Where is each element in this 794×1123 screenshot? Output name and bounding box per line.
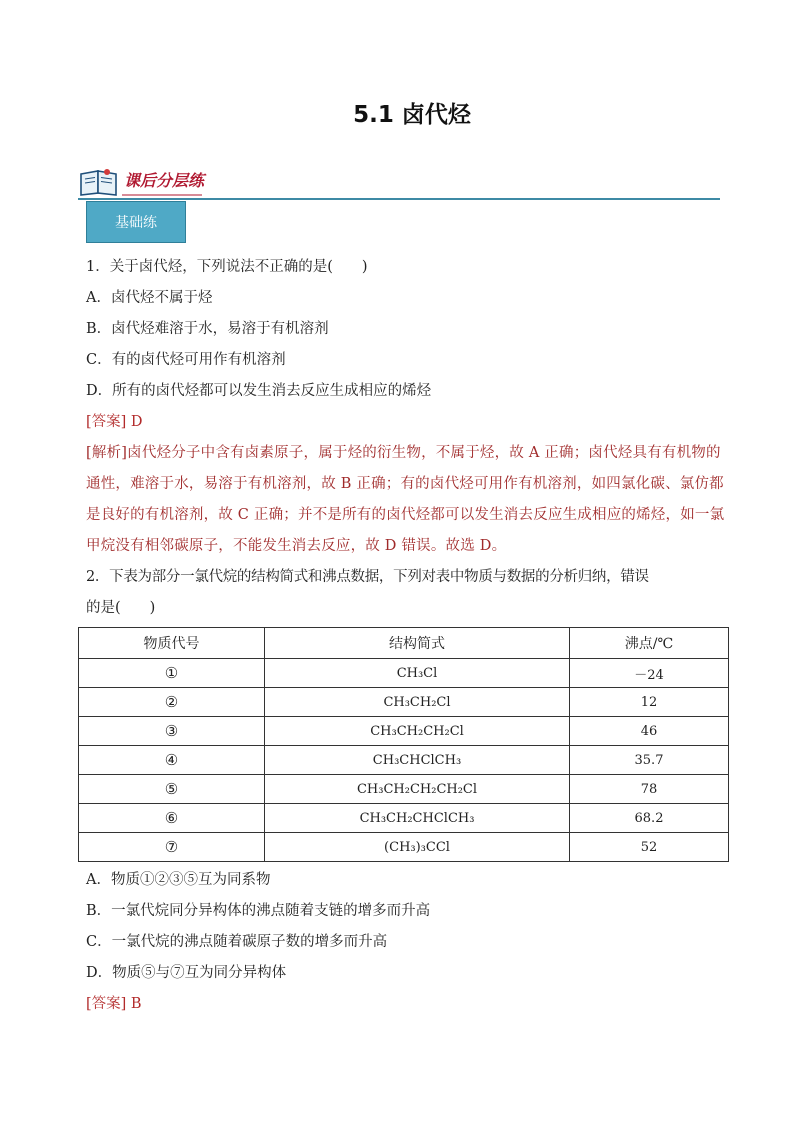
table-cell: 35.7 — [570, 746, 729, 775]
q2-answer: [答案] B — [86, 996, 142, 1012]
q1-option-c: C．有的卤代烃可用作有机溶剂 — [86, 352, 286, 368]
banner-divider — [78, 198, 720, 200]
table-row — [79, 804, 729, 833]
table-cell: 12 — [570, 688, 729, 717]
table-cell: 46 — [570, 717, 729, 746]
section-banner-label: 课后分层练 — [124, 171, 205, 190]
table-row — [79, 717, 729, 746]
boiling-point-table — [78, 627, 729, 862]
table-cell: ⑥ — [79, 804, 265, 833]
table-cell: ⑦ — [79, 833, 265, 862]
table-cell: ⑤ — [79, 775, 265, 804]
book-icon — [78, 166, 120, 198]
q1-stem: 1．关于卤代烃，下列说法不正确的是( ) — [86, 259, 368, 275]
table-cell: CH₃CH₂CH₂Cl — [265, 717, 570, 746]
q1-explanation: [解析]卤代烃分子中含有卤素原子，属于烃的衍生物，不属于烃，故 A 正确；卤代烃具有有机物的通性，难溶于水，易溶于有机溶剂，故 B 正确；有的卤代烃可用作有机溶剂，如四氯化碳、氯仿都是良好的有机溶剂，故 C 正确；并不是所有的卤代烃都可以发生消去反应生成相应的烯烃，如一氯甲烷没有相邻碳原子，不能发生消去反应，故 D 错误。故选 D。 — [86, 445, 725, 554]
q1-option-b: B．卤代烃难溶于水，易溶于有机溶剂 — [86, 321, 329, 337]
table-cell: 52 — [570, 833, 729, 862]
table-cell: ① — [79, 659, 265, 688]
table-cell: ② — [79, 688, 265, 717]
q2-option-c: C．一氯代烷的沸点随着碳原子数的增多而升高 — [86, 934, 388, 950]
table-header: 结构简式 — [265, 628, 570, 659]
table-cell: ④ — [79, 746, 265, 775]
table-cell: CH₃Cl — [265, 659, 570, 688]
table-row — [79, 688, 729, 717]
q2-stem-line2: 的是( ) — [86, 600, 156, 616]
q1-answer: [答案] D — [86, 414, 143, 430]
table-row — [79, 775, 729, 804]
table-cell: (CH₃)₃CCl — [265, 833, 570, 862]
level-tag: 基础练 — [86, 201, 186, 243]
q2-stem-line1: 2．下表为部分一氯代烷的结构简式和沸点数据，下列对表中物质与数据的分析归纳，错误 — [86, 569, 649, 585]
q2-option-d: D．物质⑤与⑦互为同分异构体 — [86, 965, 287, 981]
table-cell: CH₃CH₂CH₂CH₂Cl — [265, 775, 570, 804]
table-row — [79, 659, 729, 688]
table-cell: CH₃CHClCH₃ — [265, 746, 570, 775]
table-cell: CH₃CH₂Cl — [265, 688, 570, 717]
table-cell: －24 — [570, 659, 729, 688]
q1-option-d: D．所有的卤代烃都可以发生消去反应生成相应的烯烃 — [86, 383, 432, 399]
question-content — [86, 252, 726, 1020]
q2-option-b: B．一氯代烷同分异构体的沸点随着支链的增多而升高 — [86, 903, 431, 919]
table-header: 物质代号 — [79, 628, 265, 659]
table-row — [79, 833, 729, 862]
table-header-row — [79, 628, 729, 659]
table-cell: 68.2 — [570, 804, 729, 833]
q2-option-a: A．物质①②③⑤互为同系物 — [86, 872, 271, 888]
banner-underline — [122, 194, 202, 196]
table-row — [79, 746, 729, 775]
table-cell: 78 — [570, 775, 729, 804]
section-banner — [78, 164, 720, 204]
q1-option-a: A．卤代烃不属于烃 — [86, 290, 213, 306]
table-cell: CH₃CH₂CHClCH₃ — [265, 804, 570, 833]
table-cell: ③ — [79, 717, 265, 746]
table-header: 沸点/℃ — [570, 628, 729, 659]
page-title: 5.1 卤代烃 — [353, 102, 471, 128]
